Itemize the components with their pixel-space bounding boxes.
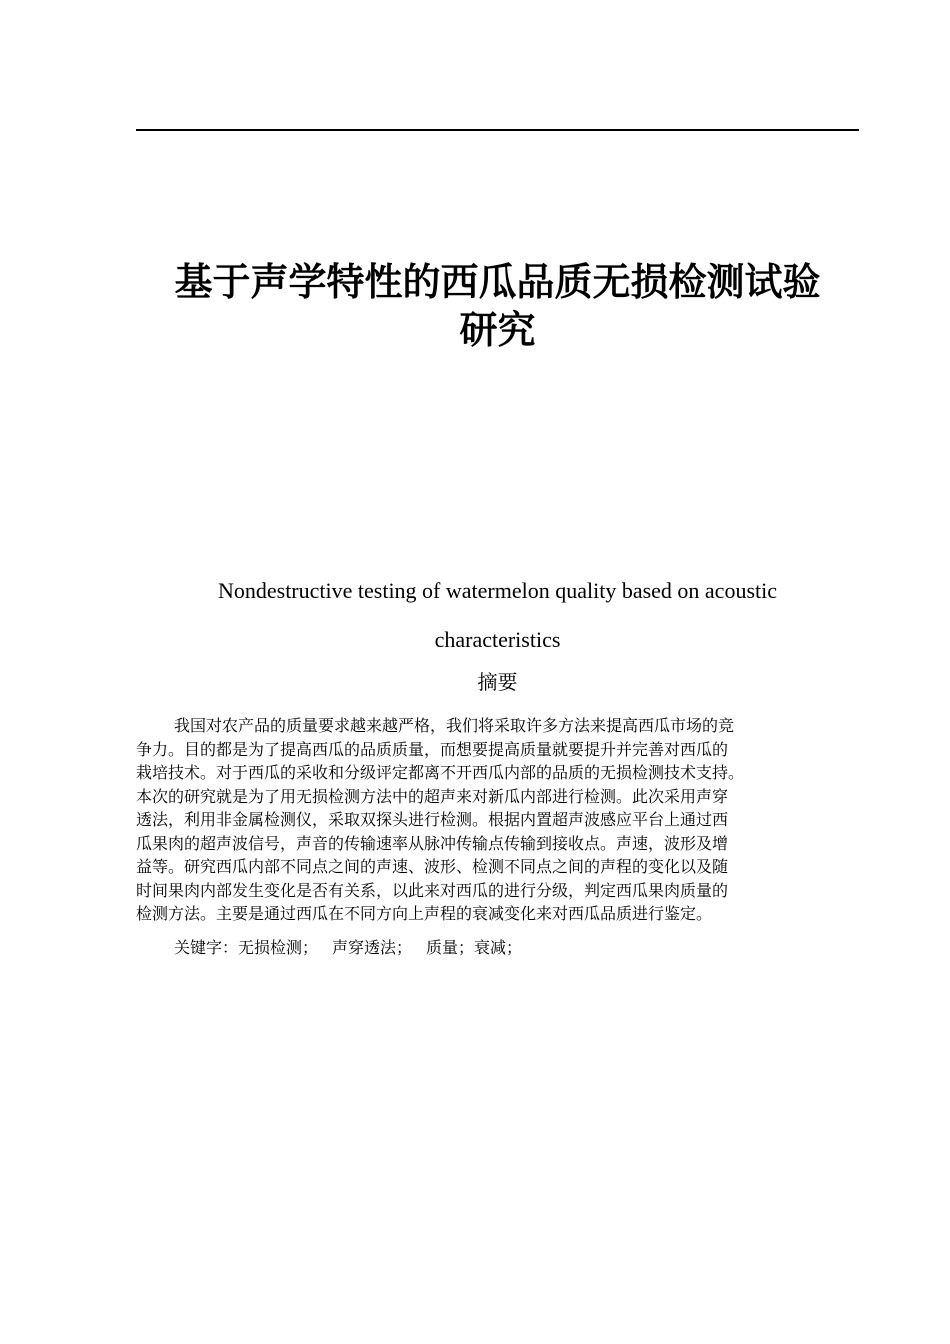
abstract-heading: 摘要: [477, 670, 518, 694]
abstract-line: 益等。研究西瓜内部不同点之间的声速、波形、检测不同点之间的声程的变化以及随: [136, 857, 729, 876]
abstract-line: 瓜果肉的超声波信号，声音的传输速率从脉冲传输点传输到接收点。声速，波形及增: [136, 833, 729, 853]
keyword-item: 无损检测；: [238, 938, 319, 957]
keyword-item: 声穿透法；: [332, 938, 413, 957]
document-title: [136, 258, 859, 354]
english-title-line-1: Nondestructive testing of watermelon quality based on acoustic: [217, 578, 777, 603]
keywords: [174, 936, 522, 960]
abstract-line: 争力。目的都是为了提高西瓜的品质质量，而想要提高质量就要提升并完善对西瓜的: [136, 739, 729, 759]
english-title: [136, 566, 859, 664]
english-title-line-2: characteristics: [434, 627, 561, 652]
abstract-body: [136, 714, 866, 926]
abstract-line: 透法，利用非金属检测仪，采取双探头进行检测。根据内置超声波感应平台上通过西: [136, 810, 729, 829]
abstract-line: 时间果肉内部发生变化是否有关系，以此来对西瓜的进行分级，判定西瓜果肉质量的: [136, 880, 729, 900]
abstract-line: 我国对农产品的质量要求越来越严格，我们将采取许多方法来提高西瓜市场的竞: [174, 716, 735, 735]
abstract-line: 本次的研究就是为了用无损检测方法中的超声来对新瓜内部进行检测。此次采用声穿: [136, 786, 729, 806]
abstract-line: 检测方法。主要是通过西瓜在不同方向上声程的衰减变化来对西瓜品质进行鉴定。: [136, 904, 713, 923]
keyword-item: 质量；衰减；: [426, 938, 523, 957]
title-line-2: 研究: [459, 308, 536, 352]
header-rule: [136, 129, 859, 131]
title-line-1: 基于声学特性的西瓜品质无损检测试验: [174, 260, 821, 304]
keywords-label: 关键字：: [174, 938, 239, 957]
abstract-line: 栽培技术。对于西瓜的采收和分级评定都离不开西瓜内部的品质的无损检测技术支持。: [136, 763, 745, 782]
